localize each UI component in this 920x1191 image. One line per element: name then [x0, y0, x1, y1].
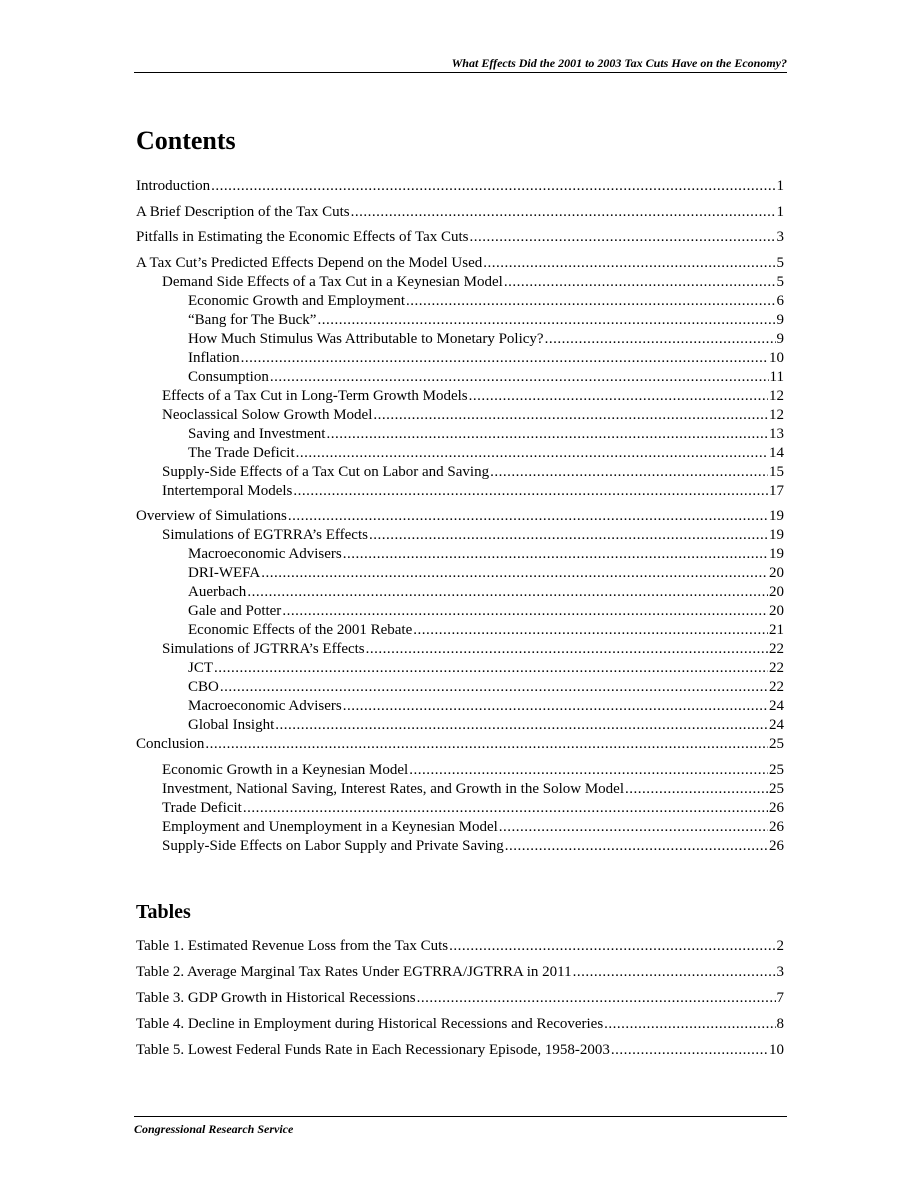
- toc-entry-title: A Tax Cut’s Predicted Effects Depend on the Model Used: [136, 254, 483, 271]
- dot-leader: [573, 963, 776, 982]
- toc-entry-title: Intertemporal Models: [162, 482, 293, 499]
- toc-entry-title: CBO: [188, 679, 219, 695]
- table-entry[interactable]: [136, 1015, 784, 1034]
- toc-entry-title: DRI-WEFA: [188, 565, 261, 581]
- toc-entry-title: Economic Growth in a Keynesian Model: [162, 761, 409, 778]
- page-footer: Congressional Research Service: [134, 1116, 787, 1137]
- toc-entry[interactable]: [136, 177, 784, 196]
- toc-entry-page: 10: [769, 349, 784, 366]
- dot-leader: [214, 659, 768, 678]
- toc-entry-page: 5: [776, 254, 784, 271]
- table-entry[interactable]: [136, 989, 784, 1008]
- dot-leader: [469, 387, 768, 406]
- toc-entry[interactable]: [136, 697, 784, 716]
- toc-entry[interactable]: [136, 203, 784, 222]
- toc-entry[interactable]: [136, 349, 784, 368]
- dot-leader: [288, 507, 768, 526]
- table-entry-title: Table 4. Decline in Employment during Historical Recessions and Recoveries: [136, 1016, 604, 1032]
- dot-leader: [243, 799, 768, 818]
- toc-entry-page: 9: [776, 330, 784, 347]
- toc-entry-page: 3: [776, 229, 784, 245]
- toc-entry-page: 26: [769, 799, 784, 816]
- toc-entry[interactable]: [136, 254, 784, 273]
- toc-entry[interactable]: [136, 507, 784, 526]
- toc-entry-page: 22: [769, 641, 784, 657]
- toc-entry-page: 20: [769, 565, 784, 581]
- toc-entry-page: 21: [769, 622, 784, 638]
- toc-entry[interactable]: [136, 387, 784, 406]
- toc-entry[interactable]: [136, 678, 784, 697]
- dot-leader: [611, 1041, 768, 1060]
- table-entry[interactable]: [136, 1041, 784, 1060]
- toc-entry-title: Overview of Simulations: [136, 508, 287, 524]
- toc-entry-page: 14: [769, 444, 784, 461]
- dot-leader: [499, 818, 768, 837]
- toc-entry-page: 13: [769, 425, 784, 442]
- dot-leader: [241, 349, 768, 368]
- table-entry-title: Table 1. Estimated Revenue Loss from the Tax Cuts: [136, 938, 449, 954]
- tables-list: [136, 937, 784, 1060]
- toc-entry-page: 22: [769, 679, 784, 695]
- dot-leader: [211, 177, 775, 196]
- toc-entry[interactable]: [136, 330, 784, 349]
- table-entry-page: 7: [776, 990, 784, 1006]
- toc-entry-title: How Much Stimulus Was Attributable to Monetary Policy?: [188, 330, 544, 347]
- toc-entry-title: A Brief Description of the Tax Cuts: [136, 203, 350, 220]
- toc-entry-page: 26: [769, 818, 784, 835]
- toc-entry[interactable]: [136, 621, 784, 640]
- toc-entry-page: 24: [769, 698, 784, 714]
- dot-leader: [275, 716, 768, 735]
- dot-leader: [326, 425, 768, 444]
- toc-entry-title: Economic Growth and Employment: [188, 292, 406, 309]
- toc-entry[interactable]: [136, 311, 784, 330]
- dot-leader: [343, 545, 768, 564]
- dot-leader: [293, 482, 768, 501]
- toc-entry-title: Effects of a Tax Cut in Long-Term Growth Models: [162, 387, 468, 404]
- toc-entry-title: Economic Effects of the 2001 Rebate: [188, 622, 413, 638]
- toc-entry[interactable]: [136, 368, 784, 387]
- toc-entry[interactable]: [136, 545, 784, 564]
- toc-entry-page: 6: [776, 292, 784, 309]
- toc-entry[interactable]: [136, 228, 784, 247]
- toc-entry[interactable]: [136, 799, 784, 818]
- toc-entry-title: Supply-Side Effects of a Tax Cut on Labor and Saving: [162, 463, 490, 480]
- toc-entry-title: Employment and Unemployment in a Keynesian Model: [162, 818, 498, 835]
- toc-entry-title: Simulations of JGTRRA’s Effects: [162, 641, 365, 657]
- toc-entry-page: 22: [769, 660, 784, 676]
- toc-entry[interactable]: [136, 444, 784, 463]
- toc-entry[interactable]: [136, 780, 784, 799]
- toc-entry-page: 17: [769, 482, 784, 499]
- toc-entry-page: 25: [769, 761, 784, 778]
- dot-leader: [247, 583, 768, 602]
- table-entry-page: 8: [776, 1016, 784, 1032]
- contents-list: [136, 177, 784, 856]
- contents-heading: Contents: [136, 126, 236, 155]
- toc-entry-page: 25: [769, 780, 784, 797]
- toc-entry-title: Auerbach: [188, 584, 247, 600]
- toc-entry[interactable]: [136, 482, 784, 501]
- toc-entry[interactable]: [136, 659, 784, 678]
- toc-entry-page: 25: [769, 736, 784, 752]
- toc-entry-title: Introduction: [136, 178, 211, 194]
- toc-entry-title: “Bang for The Buck”: [188, 311, 317, 328]
- dot-leader: [366, 640, 768, 659]
- dot-leader: [417, 989, 776, 1008]
- dot-leader: [545, 330, 776, 349]
- dot-leader: [317, 311, 775, 330]
- table-entry-page: 10: [769, 1042, 784, 1058]
- dot-leader: [449, 937, 775, 956]
- toc-entry-page: 26: [769, 837, 784, 854]
- dot-leader: [220, 678, 768, 697]
- toc-entry-page: 12: [769, 387, 784, 404]
- toc-entry-page: 20: [769, 603, 784, 619]
- table-entry[interactable]: [136, 963, 784, 982]
- table-entry-title: Table 5. Lowest Federal Funds Rate in Each Recessionary Episode, 1958-2003: [136, 1042, 610, 1058]
- toc-entry[interactable]: [136, 602, 784, 621]
- dot-leader: [604, 1015, 775, 1034]
- dot-leader: [205, 735, 768, 754]
- toc-entry-page: 15: [769, 463, 784, 480]
- table-entry-title: Table 3. GDP Growth in Historical Recessions: [136, 990, 416, 1006]
- dot-leader: [483, 254, 775, 273]
- toc-entry[interactable]: [136, 583, 784, 602]
- dot-leader: [261, 564, 768, 583]
- toc-entry[interactable]: [136, 640, 784, 659]
- toc-entry-page: 12: [769, 406, 784, 423]
- toc-entry-page: 11: [769, 368, 784, 385]
- toc-entry-title: Macroeconomic Advisers: [188, 698, 342, 714]
- toc-entry-page: 19: [769, 527, 784, 543]
- dot-leader: [406, 292, 775, 311]
- toc-entry-page: 19: [769, 546, 784, 562]
- dot-leader: [369, 526, 768, 545]
- table-entry[interactable]: [136, 937, 784, 956]
- toc-entry[interactable]: [136, 735, 784, 754]
- table-entry-title: Table 2. Average Marginal Tax Rates Under EGTRRA/JGTRRA in 2011: [136, 964, 572, 980]
- dot-leader: [504, 273, 776, 292]
- toc-entry[interactable]: [136, 292, 784, 311]
- dot-leader: [343, 697, 768, 716]
- tables-heading: Tables: [136, 901, 191, 923]
- table-entry-page: 3: [776, 964, 784, 980]
- toc-entry-title: Investment, National Saving, Interest Rates, and Growth in the Solow Model: [162, 780, 625, 797]
- toc-entry-title: Demand Side Effects of a Tax Cut in a Keynesian Model: [162, 273, 503, 290]
- toc-entry[interactable]: [136, 406, 784, 425]
- dot-leader: [373, 406, 768, 425]
- toc-entry[interactable]: [136, 526, 784, 545]
- toc-entry[interactable]: [136, 716, 784, 735]
- toc-entry[interactable]: [136, 463, 784, 482]
- toc-entry-page: 5: [776, 273, 784, 290]
- toc-entry-title: Consumption: [188, 368, 269, 385]
- dot-leader: [625, 780, 768, 799]
- toc-entry-title: Global Insight: [188, 717, 275, 733]
- toc-entry[interactable]: [136, 564, 784, 583]
- toc-entry-title: Saving and Investment: [188, 425, 326, 442]
- toc-entry-title: Neoclassical Solow Growth Model: [162, 406, 373, 423]
- toc-entry[interactable]: [136, 818, 784, 837]
- toc-entry[interactable]: [136, 761, 784, 780]
- dot-leader: [296, 444, 768, 463]
- dot-leader: [413, 621, 768, 640]
- toc-entry[interactable]: [136, 425, 784, 444]
- toc-entry-page: 19: [769, 508, 784, 524]
- toc-entry-title: Simulations of EGTRRA’s Effects: [162, 527, 368, 543]
- toc-entry-title: Gale and Potter: [188, 603, 282, 619]
- toc-entry-title: JCT: [188, 660, 214, 676]
- toc-entry-page: 24: [769, 717, 784, 733]
- dot-leader: [351, 203, 776, 222]
- toc-entry-page: 20: [769, 584, 784, 600]
- toc-entry-title: The Trade Deficit: [188, 444, 295, 461]
- toc-entry-title: Inflation: [188, 349, 240, 366]
- dot-leader: [470, 228, 776, 247]
- dot-leader: [270, 368, 769, 387]
- table-entry-page: 2: [776, 938, 784, 954]
- toc-entry-title: Macroeconomic Advisers: [188, 546, 342, 562]
- toc-entry-title: Trade Deficit: [162, 799, 242, 816]
- toc-entry-title: Conclusion: [136, 736, 205, 752]
- toc-entry-page: 9: [776, 311, 784, 328]
- dot-leader: [409, 761, 768, 780]
- running-header: What Effects Did the 2001 to 2003 Tax Cuts Have on the Economy?: [134, 56, 787, 73]
- toc-entry-page: 1: [776, 203, 784, 220]
- dot-leader: [505, 837, 768, 856]
- toc-entry-title: Supply-Side Effects on Labor Supply and Private Saving: [162, 837, 504, 854]
- dot-leader: [490, 463, 768, 482]
- toc-entry[interactable]: [136, 837, 784, 856]
- toc-entry-page: 1: [776, 178, 784, 194]
- dot-leader: [282, 602, 768, 621]
- toc-entry-title: Pitfalls in Estimating the Economic Effects of Tax Cuts: [136, 229, 469, 245]
- toc-entry[interactable]: [136, 273, 784, 292]
